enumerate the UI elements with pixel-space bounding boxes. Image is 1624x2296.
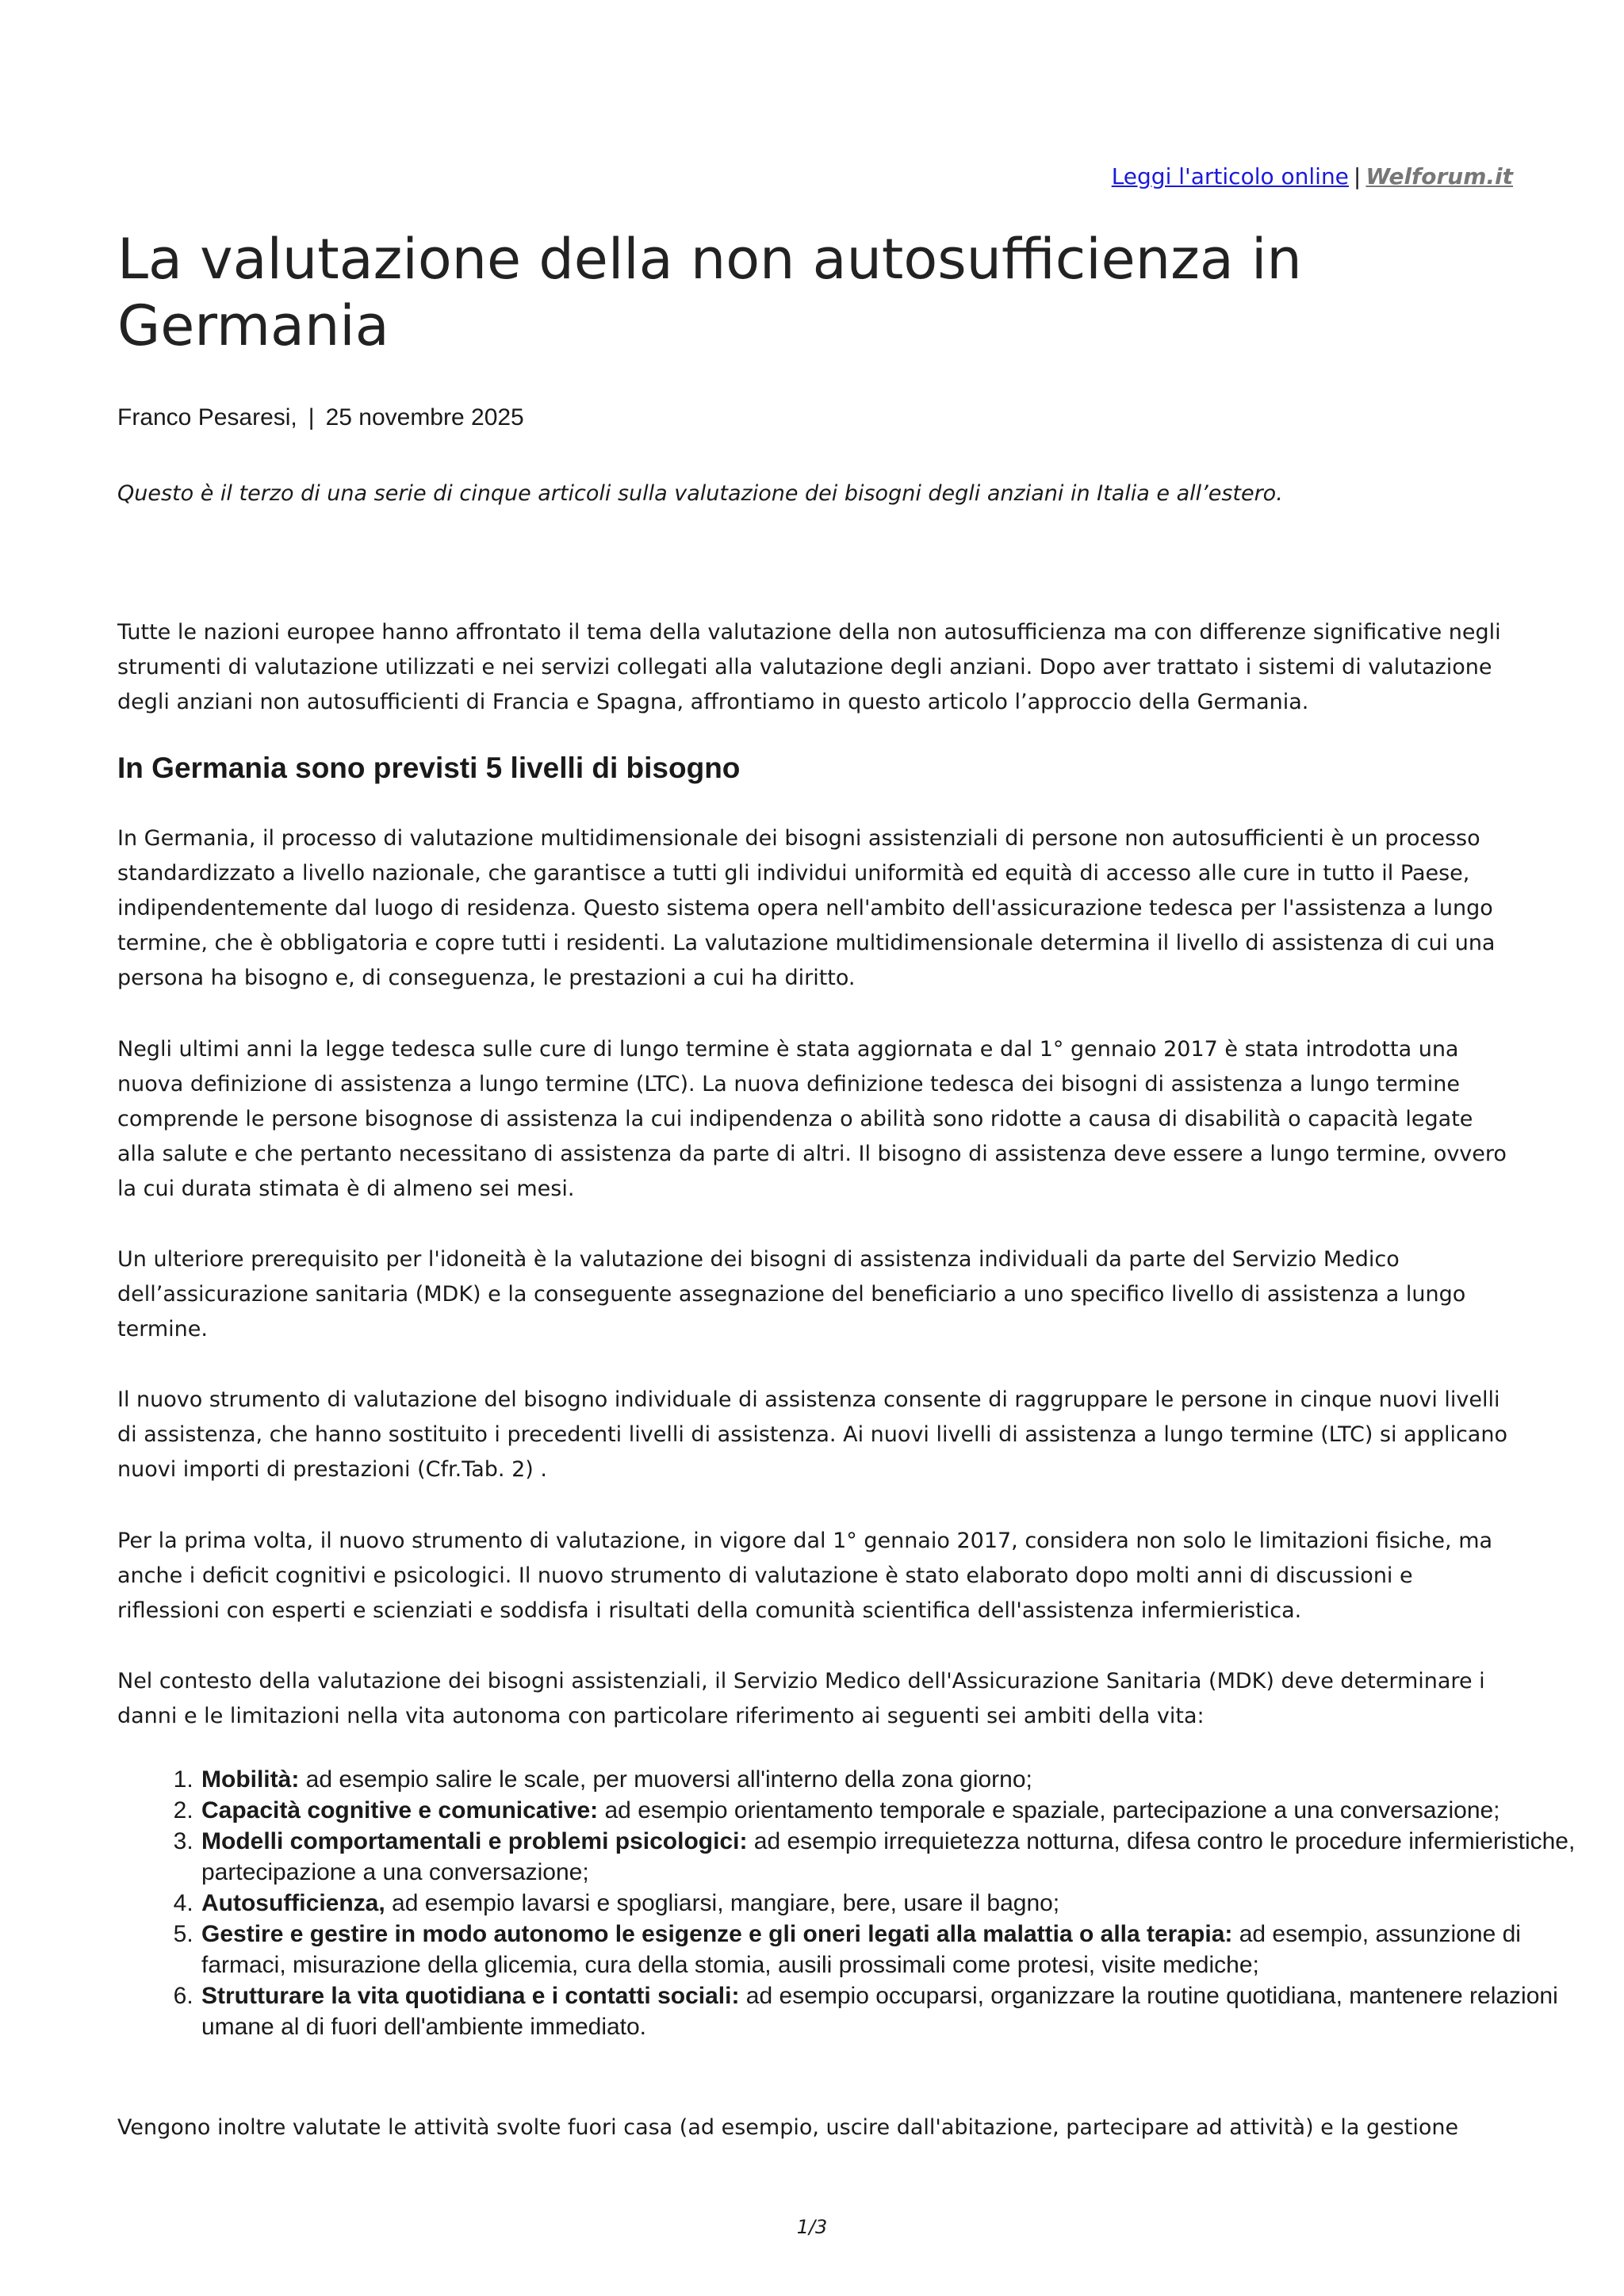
list-item-term: Gestire e gestire in modo autonomo le esigenze e gli oneri legati alla malattia o alla terapia: bbox=[201, 1921, 1233, 1947]
list-item bbox=[200, 1764, 1595, 1795]
paragraph-6: Per la prima volta, il nuovo strumento di valutazione, in vigore dal 1° gennaio 2017, considera non solo le limitazioni fisiche, ma anche i deficit cognitivi e psicologici. Il nuovo strumento di valutazione è stato elaborato dopo molti anni di discussioni e riflessioni con esperti e scienziati e soddisfa i risultati della comunità scientifica dell'assistenza infermieristica. bbox=[117, 1529, 1493, 1623]
list-item-term: Mobilità: bbox=[201, 1766, 300, 1793]
header-links bbox=[1112, 163, 1513, 189]
paragraph-3: Negli ultimi anni la legge tedesca sulle cure di lungo termine è stata aggiornata e dal 1° gennaio 2017 è stata introdotta una nuova definizione di assistenza a lungo termine (LTC). La nuova definizione tedesca dei bisogni di assistenza a lungo termine comprende le persone bisognose di assistenza la cui indipendenza o abilità sono ridotte a causa di disabilità o capacità legate alla salute e che pertanto necessitano di assistenza da parte di altri. Il bisogno di assistenza deve essere a lungo termine, ovvero la cui durata stimata è di almeno sei mesi. bbox=[117, 1037, 1507, 1201]
publish-date: 25 novembre 2025 bbox=[325, 404, 524, 430]
byline bbox=[117, 404, 524, 431]
list-item-desc: ad esempio occuparsi, organizzare la routine quotidiana, mantenere relazioni umane al di fuori dell'ambiente immediato. bbox=[201, 1983, 1558, 2040]
list-item bbox=[200, 1919, 1595, 1980]
list-item-desc: ad esempio, assunzione di farmaci, misurazione della glicemia, cura della stomia, ausili prossimali come protesi, visite mediche; bbox=[201, 1921, 1521, 1978]
paragraph-7: Nel contesto della valutazione dei bisogni assistenziali, il Servizio Medico dell'Assicurazione Sanitaria (MDK) deve determinare i danni e le limitazioni nella vita autonoma con particolare riferimento ai seguenti sei ambiti della vita: bbox=[117, 1669, 1485, 1728]
list-item-desc: ad esempio salire le scale, per muoversi all'interno della zona giorno; bbox=[299, 1766, 1032, 1793]
header-separator: | bbox=[1353, 163, 1362, 189]
list-item bbox=[200, 1980, 1595, 2042]
byline-separator: | bbox=[308, 404, 315, 430]
list-item bbox=[200, 1888, 1595, 1919]
article-title: La valutazione della non autosufficienza in Germania bbox=[117, 227, 1302, 358]
list-item-desc: ad esempio lavarsi e spogliarsi, mangiare, bere, usare il bagno; bbox=[385, 1890, 1060, 1916]
list-item-term: Modelli comportamentali e problemi psicologici: bbox=[201, 1828, 748, 1854]
series-intro: Questo è il terzo di una serie di cinque articoli sulla valutazione dei bisogni degli anziani in Italia e all’estero. bbox=[117, 481, 1283, 506]
paragraph-8: Vengono inoltre valutate le attività svolte fuori casa (ad esempio, uscire dall'abitazione, partecipare ad attività) e la gestione bbox=[117, 2115, 1459, 2140]
section-heading: In Germania sono previsti 5 livelli di bisogno bbox=[117, 752, 741, 784]
author: Franco Pesaresi, bbox=[117, 404, 297, 430]
list-item-desc: ad esempio irrequietezza notturna, difesa contro le procedure infermieristiche, partecipazione a una conversazione; bbox=[201, 1828, 1576, 1885]
list-item-desc: ad esempio orientamento temporale e spaziale, partecipazione a una conversazione; bbox=[598, 1797, 1500, 1823]
life-areas-list bbox=[117, 1764, 1595, 2042]
list-item bbox=[200, 1826, 1595, 1888]
list-item bbox=[200, 1795, 1595, 1826]
read-online-link[interactable]: Leggi l'articolo online bbox=[1111, 163, 1349, 189]
page-number: 1/3 bbox=[796, 2216, 828, 2238]
paragraph-4: Un ulteriore prerequisito per l'idoneità è la valutazione dei bisogni di assistenza individuali da parte del Servizio Medico dell’assicurazione sanitaria (MDK) e la conseguente assegnazione del beneficiario a uno specifico livello di assistenza a lungo termine. bbox=[117, 1247, 1466, 1341]
welforum-link[interactable]: Welforum.it bbox=[1365, 163, 1513, 189]
list-item-term: Strutturare la vita quotidiana e i contatti sociali: bbox=[201, 1983, 740, 2009]
paragraph-1: Tutte le nazioni europee hanno affrontato il tema della valutazione della non autosufficienza ma con differenze significative negli strumenti di valutazione utilizzati e nei servizi collegati alla valutazione degli anziani. Dopo aver trattato i sistemi di valutazione degli anziani non autosufficienti di Francia e Spagna, affrontiamo in questo articolo l’approccio della Germania. bbox=[117, 620, 1501, 714]
list-item-term: Autosufficienza, bbox=[201, 1890, 385, 1916]
paragraph-2: In Germania, il processo di valutazione multidimensionale dei bisogni assistenziali di persone non autosufficienti è un processo standardizzato a livello nazionale, che garantisce a tutti gli individui uniformità ed equità di accesso alle cure in tutto il Paese, indipendentemente dal luogo di residenza. Questo sistema opera nell'ambito dell'assicurazione tedesca per l'assistenza a lungo termine, che è obbligatoria e copre tutti i residenti. La valutazione multidimensionale determina il livello di assistenza di cui una persona ha bisogno e, di conseguenza, le prestazioni a cui ha diritto. bbox=[117, 826, 1496, 990]
list-item-term: Capacità cognitive e comunicative: bbox=[201, 1797, 599, 1823]
paragraph-5: Il nuovo strumento di valutazione del bisogno individuale di assistenza consente di raggruppare le persone in cinque nuovi livelli di assistenza, che hanno sostituito i precedenti livelli di assistenza. Ai nuovi livelli di assistenza a lungo termine (LTC) si applicano nuovi importi di prestazioni (Cfr.Tab. 2) . bbox=[117, 1387, 1507, 1482]
